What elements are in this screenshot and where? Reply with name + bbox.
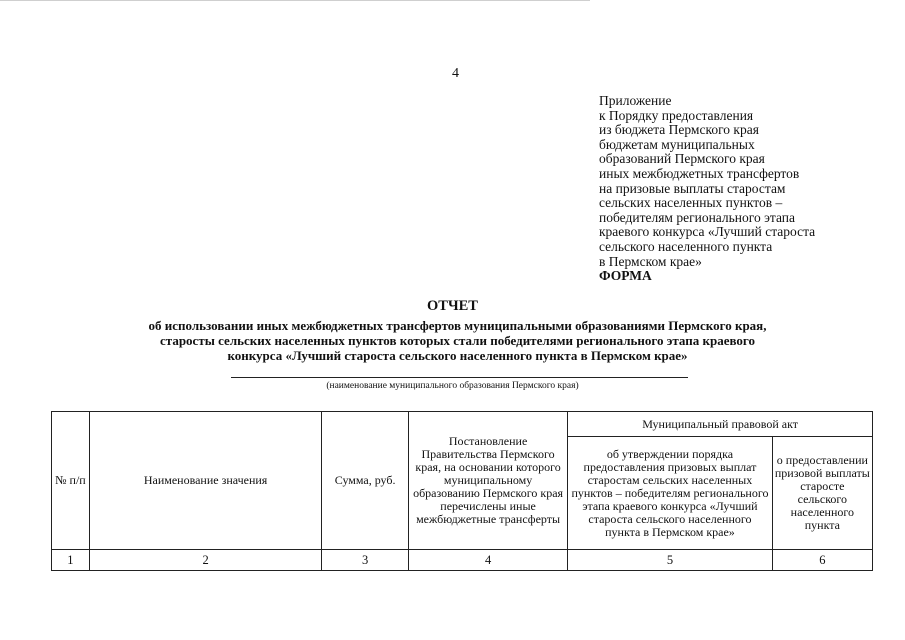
column-number-cell: 3	[322, 550, 409, 571]
report-table	[51, 411, 873, 571]
column-number-cell: 1	[52, 550, 90, 571]
appendix-block	[599, 94, 815, 269]
header-number: № п/п	[52, 412, 90, 550]
appendix-line: на призовые выплаты старостам	[599, 180, 786, 196]
column-number-cell: 4	[408, 550, 567, 571]
form-label: ФОРМА	[599, 268, 652, 283]
municipality-caption: (наименование муниципального образования Пермского края)	[326, 381, 579, 391]
appendix-line: из бюджета Пермского края	[599, 122, 759, 138]
column-number-cell: 6	[772, 550, 872, 571]
column-number-cell: 5	[568, 550, 772, 571]
header-act-payment: о предоставлении призовой выплаты старосте сельского населенного пункта	[772, 437, 872, 550]
table-row	[52, 550, 873, 571]
appendix-line: бюджетам муниципальных	[599, 136, 755, 152]
appendix-line: в Пермском крае»	[599, 253, 702, 269]
appendix-line: к Порядку предоставления	[599, 107, 754, 123]
appendix-line: Приложение	[599, 93, 672, 108]
subtitle-line: конкурса «Лучший староста сельского населенного пункта в Пермском крае»	[227, 348, 688, 363]
header-name: Наименование значения	[89, 412, 322, 550]
subtitle-line: старосты сельских населенных пунктов которых стали победителями регионального этапа краевого	[160, 333, 755, 348]
header-sum: Сумма, руб.	[322, 412, 409, 550]
table-header-row	[52, 412, 873, 437]
municipality-name-line	[231, 377, 688, 378]
document-subtitle	[60, 318, 855, 363]
top-edge-line	[0, 0, 590, 1]
column-number-cell: 2	[89, 550, 322, 571]
header-act-group: Муниципальный правовой акт	[568, 412, 873, 437]
appendix-line: иных межбюджетных трансфертов	[599, 165, 800, 181]
appendix-line: краевого конкурса «Лучший староста	[599, 224, 816, 240]
header-act-approval: об утверждении порядка предоставления призовых выплат старостам сельских населенных пунктов – победителям регионального этапа краевого конкурса «Лучший староста сельского населенного пункта в Пермском крае»	[568, 437, 772, 550]
appendix-line: сельских населенных пунктов –	[599, 195, 783, 211]
appendix-line: победителям регионального этапа	[599, 209, 796, 225]
document-title: ОТЧЕТ	[427, 298, 478, 314]
page-number: 4	[452, 66, 459, 81]
subtitle-line: об использовании иных межбюджетных трансфертов муниципальными образованиями Пермского края,	[148, 318, 767, 333]
appendix-line: образований Пермского края	[599, 151, 765, 167]
appendix-line: сельского населенного пункта	[599, 238, 773, 254]
header-resolution: Постановление Правительства Пермского края, на основании которого муниципальному образованию Пермского края перечислены иные межбюджетные трансферты	[408, 412, 567, 550]
